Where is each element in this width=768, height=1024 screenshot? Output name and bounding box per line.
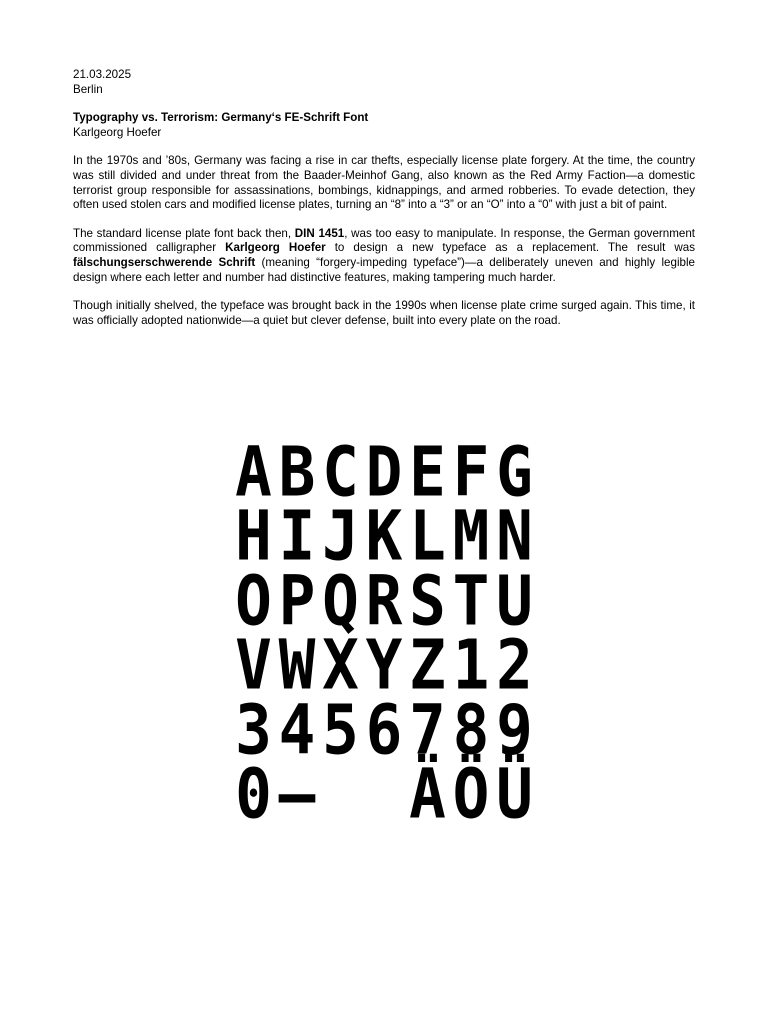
specimen-row: [232, 497, 536, 577]
specimen-blank: [363, 759, 406, 831]
hoefer-name: Karlgeorg Hoefer: [225, 241, 326, 255]
specimen-glyph: Ö: [452, 754, 490, 835]
article-title: Typography vs. Terrorism: Germany‘s FE-Schrift Font: [73, 111, 369, 125]
paragraph-2-text-4: (meaning “forgery-impeding typeface”)—a deliberately uneven and highly legible design where each letter and number had distinctive features, making tampering much harder.: [73, 255, 695, 284]
paragraph-2-text-2: , was too easy to manipulate. In response, the German government commissioned calligrapher: [73, 226, 695, 255]
paragraph-2-text-3: to design a new typeface as a replacement. The result was: [325, 241, 695, 255]
specimen-glyph: L: [409, 497, 446, 577]
specimen-glyph: H: [235, 497, 272, 577]
specimen-glyph: Z: [409, 625, 446, 706]
specimen-glyph: Y: [365, 625, 403, 706]
specimen-glyph: E: [409, 432, 446, 513]
specimen-glyph: D: [365, 432, 403, 513]
paragraph-2-text-1: The standard license plate font back then,: [73, 226, 295, 240]
specimen-glyph: Q: [322, 561, 359, 641]
typeface-specimen: [232, 432, 536, 835]
specimen-row: [232, 625, 536, 706]
article-date: 21.03.2025: [73, 68, 132, 81]
specimen-glyph: I: [278, 497, 316, 577]
specimen-glyph: O: [235, 561, 272, 641]
article-location: Berlin: [73, 82, 103, 96]
specimen-glyph: 6: [365, 690, 403, 770]
article-page: [73, 68, 695, 328]
specimen-glyph: W: [278, 625, 316, 706]
specimen-glyph: 9: [496, 690, 533, 770]
specimen-glyph: Ü: [496, 754, 533, 835]
specimen-glyph: 8: [452, 690, 490, 770]
paragraph-3: Though initially shelved, the typeface was brought back in the 1990s when license plate crime surged again. This time, it was officially adopted nationwide—a quiet but clever defense, built into every plate on the road.: [73, 299, 695, 327]
specimen-glyph: M: [452, 497, 490, 577]
specimen-glyph: 1: [452, 625, 490, 706]
specimen-row: [232, 754, 536, 835]
fe-schrift-term: fälschungserschwerende Schrift: [73, 255, 256, 269]
specimen-glyph: –: [278, 754, 316, 835]
specimen-glyph: P: [278, 561, 316, 641]
specimen-glyph: 0: [235, 754, 272, 835]
specimen-glyph: 3: [235, 690, 272, 770]
specimen-glyph: C: [322, 432, 359, 513]
specimen-glyph: T: [452, 561, 490, 641]
specimen-glyph: G: [496, 432, 533, 513]
specimen-row: [232, 432, 536, 513]
paragraph-1: In the 1970s and ’80s, Germany was facing a rise in car thefts, especially license plate forgery. At the time, the country was still divided and under threat from the Baader-Meinhof Gang, also known as the Red Army Faction—a domestic terrorist group responsible for assassinations, bombings, kidnappings, and armed robberies. To evade detection, they often used stolen cars and modified license plates, turning an “8” into a “3” or an “O” into a “0” with just a bit of paint.: [73, 154, 695, 212]
specimen-glyph: U: [496, 561, 533, 641]
article-author: Karlgeorg Hoefer: [73, 125, 162, 139]
article-meta: [73, 68, 695, 97]
specimen-row: [232, 561, 536, 641]
specimen-glyph: 2: [496, 625, 533, 706]
specimen-glyph: K: [365, 497, 403, 577]
specimen-blank: [319, 759, 362, 831]
specimen-glyph: S: [409, 561, 446, 641]
specimen-glyph: X: [322, 625, 359, 706]
specimen-glyph: B: [278, 432, 316, 513]
specimen-glyph: R: [365, 561, 403, 641]
specimen-glyph: N: [496, 497, 533, 577]
specimen-glyph: J: [322, 497, 359, 577]
specimen-glyph: 4: [278, 690, 316, 770]
specimen-glyph: 5: [322, 690, 359, 770]
din-1451-term: DIN 1451: [294, 226, 345, 240]
specimen-glyph: Ä: [409, 754, 446, 835]
specimen-glyph: A: [235, 432, 272, 513]
specimen-row: [232, 690, 536, 770]
specimen-glyph: F: [452, 432, 490, 513]
specimen-glyph: V: [235, 625, 272, 706]
specimen-glyph: 7: [409, 690, 446, 770]
title-block: [73, 111, 695, 140]
paragraph-2: [73, 227, 695, 285]
